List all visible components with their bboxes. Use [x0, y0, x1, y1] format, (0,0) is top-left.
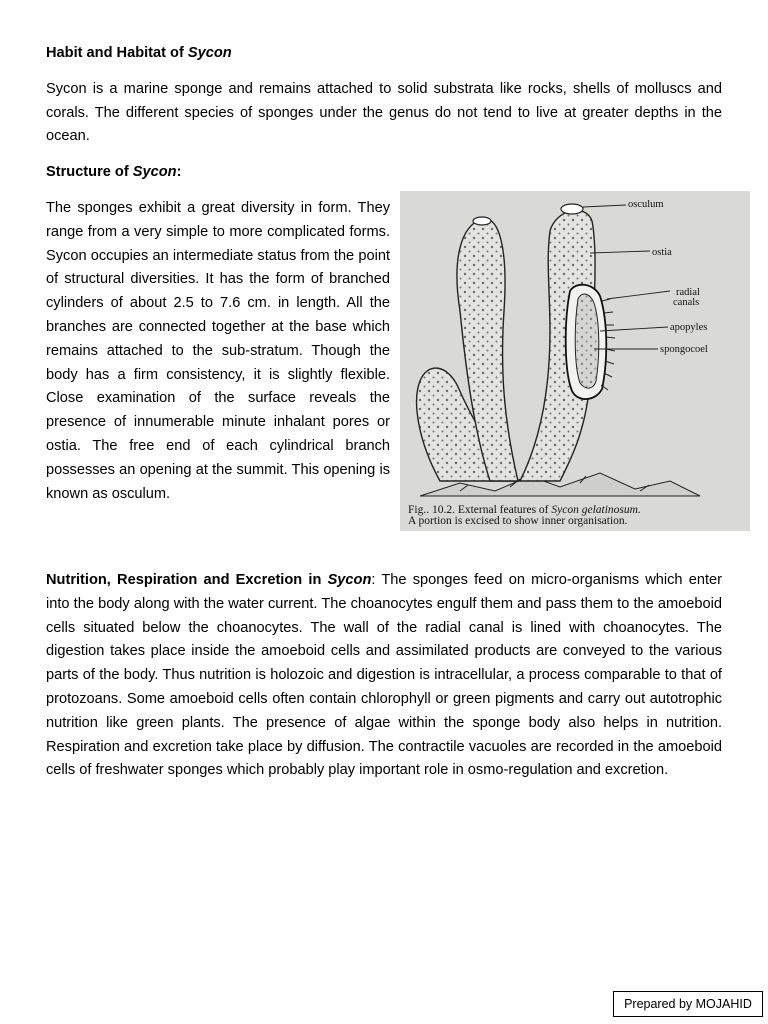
habit-paragraph: Sycon is a marine sponge and remains attached to solid substrata like rocks, shells of molluscs and corals. The different species of sponges under the genus do not tend to live at greater depths in the ocean.	[46, 80, 722, 145]
structure-heading-text: Structure of	[46, 164, 133, 181]
nutrition-heading-colon: :	[371, 571, 376, 588]
structure-paragraph: The sponges exhibit a great diversity in form. They range from a very simple to more complicated forms. Sycon occupies an intermediate status from the point of structural diversities. It has the form of branched cylinders of about 2.5 to 7.6 cm. in length. All the branches are connected together at the base which remains attached to the sub-stratum. Though the body has a firm consistency, it is slightly flexible. Close examination of the surface reveals the presence of innumerable minute inhalant pores or ostia. The free end of each cylindrical branch possesses an opening at the summit. This opening is known as osculum.	[46, 199, 390, 502]
label-canals: canals	[673, 296, 700, 308]
structure-heading-colon: :	[176, 164, 182, 181]
prepared-by-box: Prepared by MOJAHID	[613, 991, 763, 1017]
label-spongocoel: spongocoel	[660, 343, 708, 355]
label-apopyles: apopyles	[670, 321, 708, 333]
nutrition-paragraph	[46, 569, 722, 783]
figure-caption	[408, 505, 744, 527]
structure-section	[46, 197, 722, 557]
figure-caption-line2: A portion is excised to show inner organisation.	[408, 514, 628, 527]
sycon-illustration	[400, 191, 750, 531]
figure-caption-prefix: Fig.. 10.2. External features of	[408, 503, 552, 516]
label-osculum: osculum	[628, 198, 664, 210]
nutrition-heading-genus: Sycon	[327, 571, 372, 588]
nutrition-heading-text: Nutrition, Respiration and Excretion in	[46, 571, 328, 588]
figure-caption-species: Sycon gelatinosum.	[551, 503, 641, 516]
sycon-figure	[400, 191, 750, 531]
habit-heading-text: Habit and Habitat of	[46, 45, 188, 61]
habit-heading	[46, 42, 722, 66]
document-page	[46, 42, 722, 783]
nutrition-body: The sponges feed on micro-organisms which enter into the body along with the water current. The choanocytes engulf them and pass them to the amoeboid cells situated below the choanocytes. The wall of the radial canal is lined with choanocytes. The digestion takes place inside the amoeboid cells and assimilated products are conveyed to the various parts of the body. Thus nutrition is holozoic and digestion is intracellular, a process comparable to that of protozoans. Some amoeboid cells often contain chlorophyll or green pigments and carry out autotrophic nutrition like green plants. The presence of algae within the sponge body also helps in nutrition. Respiration and excretion take place by diffusion. The contractile vacuoles are recorded in the amoeboid cells of freshwater sponges which probably play important role in osmo-regulation and excretion.	[46, 571, 722, 779]
label-radial: radial	[676, 286, 700, 298]
habit-heading-genus: Sycon	[187, 45, 232, 61]
label-ostia: ostia	[652, 246, 672, 258]
structure-heading-genus: Sycon	[132, 164, 177, 181]
nutrition-heading	[46, 572, 371, 588]
structure-heading	[46, 161, 722, 185]
